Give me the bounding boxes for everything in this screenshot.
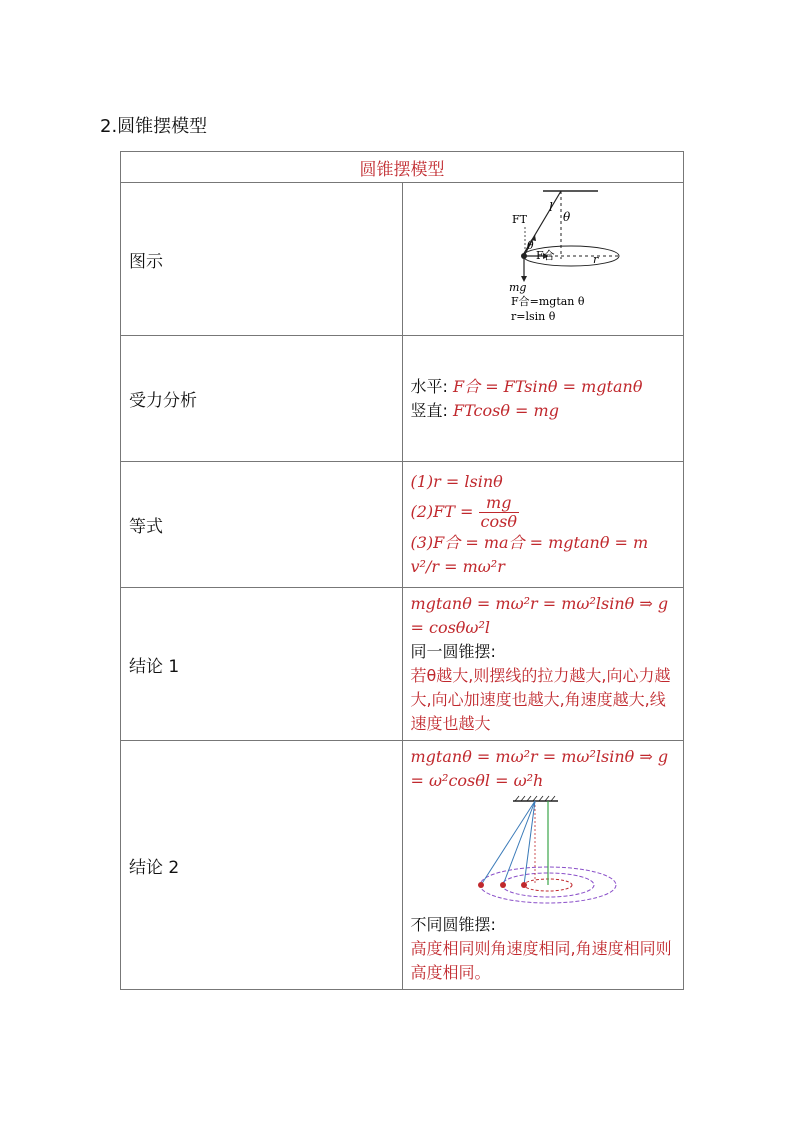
equation-1: (1)r = lsinθ — [410, 472, 503, 491]
bob-2 — [500, 882, 506, 888]
table-title: 圆锥摆模型 — [121, 152, 684, 183]
conical-pendulum-diagram — [413, 183, 673, 331]
table-row-force — [121, 336, 684, 462]
equation-2-denominator: cosθ — [480, 512, 517, 531]
row-label-conclusion1: 结论 1 — [121, 588, 403, 741]
equation-3: (3)F合 = ma合 = mgtanθ = m v²/r = mω²r — [410, 533, 649, 576]
horizontal-equation: F合 = FTsinθ = mgtanθ — [453, 376, 643, 396]
row-label-figure: 图示 — [121, 183, 403, 336]
figure2-wrap — [411, 793, 676, 913]
figure-cell — [402, 183, 684, 336]
conclusion1-subtitle: 同一圆锥摆: — [410, 642, 496, 661]
table-row-figure — [121, 183, 684, 336]
vertical-equation: FTcosθ = mg — [453, 400, 559, 420]
equation-2-numerator: mg — [479, 494, 519, 513]
bob-3 — [521, 882, 527, 888]
vertical-line — [411, 399, 676, 423]
row-label-conclusion2: 结论 2 — [121, 741, 403, 990]
conclusion1-formula: mgtanθ = mω²r = mω²lsinθ ⇒ g = cosθω²l — [410, 594, 669, 637]
conclusion2-subtitle: 不同圆锥摆: — [410, 915, 496, 934]
table-row-equation — [121, 462, 684, 588]
label-l: l — [548, 200, 553, 214]
section-heading: 2.圆锥摆模型 — [100, 116, 208, 137]
label-theta-bob: θ — [526, 239, 534, 252]
conclusion2-formula: mgtanθ = mω²r = mω²lsinθ ⇒ g = ω²cosθl = ω²h — [410, 747, 669, 790]
table-row-conclusion2 — [121, 741, 684, 990]
conclusion2-cell — [402, 741, 684, 990]
force-cell — [402, 336, 684, 462]
equation-2 — [411, 494, 676, 531]
row-label-equation: 等式 — [121, 462, 403, 588]
horizontal-line — [411, 375, 676, 399]
conclusion1-text: 若θ越大,则摆线的拉力越大,向心力越大,向心加速度也越大,角速度越大,线速度也越大 — [410, 666, 671, 733]
equation-2-fraction — [479, 494, 519, 531]
label-r: r — [592, 253, 599, 266]
equation-2-prefix: (2)FT = — [410, 502, 474, 521]
label-eq-f: F合=mgtan θ — [510, 295, 585, 308]
label-f-he: F合 — [535, 249, 555, 262]
equation-cell — [402, 462, 684, 588]
bob-1 — [478, 882, 484, 888]
conical-pendulum-table — [120, 151, 684, 990]
conclusion1-cell — [402, 588, 684, 741]
row-label-force: 受力分析 — [121, 336, 403, 462]
string-3 — [524, 801, 535, 885]
multi-pendulum-diagram — [453, 793, 633, 913]
conclusion2-text: 高度相同则角速度相同,角速度相同则高度相同。 — [410, 939, 672, 982]
horizontal-label: 水平: — [410, 376, 448, 396]
table-row-conclusion1 — [121, 588, 684, 741]
label-eq-r: r=lsin θ — [510, 310, 556, 323]
label-theta-top: θ — [562, 210, 570, 224]
label-mg: mg — [508, 281, 527, 294]
vertical-label: 竖直: — [410, 400, 448, 420]
label-ft: FT — [511, 213, 527, 226]
